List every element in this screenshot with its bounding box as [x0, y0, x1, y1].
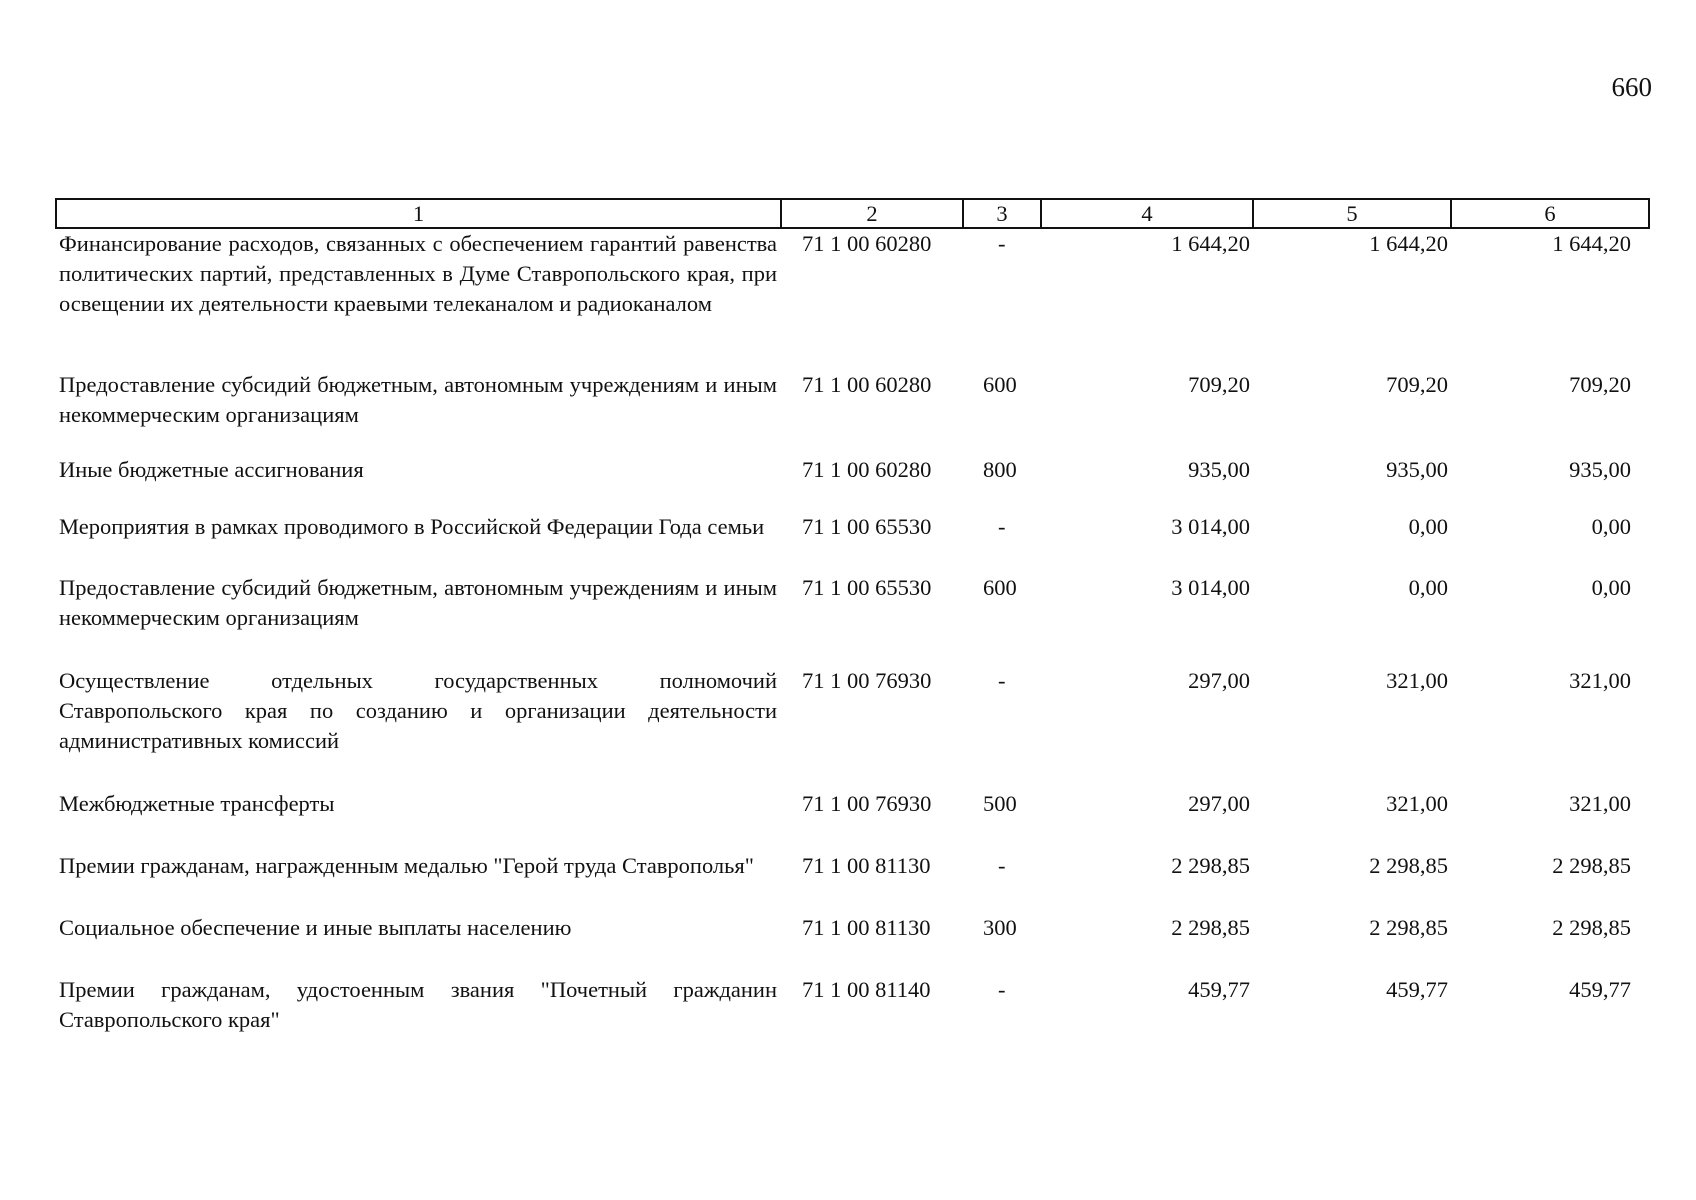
- column-header-5: 5: [1253, 199, 1451, 228]
- table-row: [56, 228, 1649, 370]
- row-value-3: 1 644,20: [1552, 231, 1631, 256]
- table-row: [56, 913, 1649, 975]
- row-name: Предоставление субсидий бюджетным, автономным учреждениям и иным некоммерческим организациям: [59, 372, 777, 427]
- row-value-1: 3 014,00: [1171, 575, 1250, 600]
- table-body: [56, 228, 1649, 1037]
- row-value-3: 0,00: [1591, 575, 1631, 600]
- row-value-2: 0,00: [1408, 575, 1448, 600]
- row-value-1: 2 298,85: [1171, 853, 1250, 878]
- table-row: [56, 512, 1649, 573]
- row-value-1: 1 644,20: [1171, 231, 1250, 256]
- row-code: 71 1 00 65530: [802, 575, 932, 600]
- row-name: Премии гражданам, удостоенным звания "Почетный гражданин Ставропольского края": [59, 977, 777, 1032]
- row-value-1: 2 298,85: [1171, 915, 1250, 940]
- row-code: 71 1 00 76930: [802, 791, 932, 816]
- row-name: Иные бюджетные ассигнования: [59, 457, 364, 482]
- column-header-1: 1: [56, 199, 781, 228]
- row-value-2: 709,20: [1386, 372, 1448, 397]
- header-row: [56, 199, 1649, 228]
- row-value-2: 0,00: [1408, 514, 1448, 539]
- table-row: [56, 573, 1649, 666]
- row-code: 71 1 00 60280: [802, 457, 932, 482]
- row-expense-type: -: [998, 231, 1006, 256]
- row-expense-type: 300: [983, 915, 1017, 940]
- table-row: [56, 851, 1649, 913]
- table-row: [56, 975, 1649, 1037]
- row-value-3: 459,77: [1569, 977, 1631, 1002]
- row-value-2: 321,00: [1386, 791, 1448, 816]
- column-header-6: 6: [1451, 199, 1649, 228]
- table-row: [56, 666, 1649, 789]
- row-name: Предоставление субсидий бюджетным, автономным учреждениям и иным некоммерческим организациям: [59, 575, 777, 630]
- column-header-2: 2: [781, 199, 963, 228]
- row-code: 71 1 00 76930: [802, 668, 932, 693]
- column-header-3: 3: [963, 199, 1041, 228]
- row-expense-type: 500: [983, 791, 1017, 816]
- row-value-1: 297,00: [1188, 791, 1250, 816]
- column-header-4: 4: [1041, 199, 1253, 228]
- row-code: 71 1 00 60280: [802, 372, 932, 397]
- row-expense-type: -: [998, 514, 1006, 539]
- row-expense-type: 800: [983, 457, 1017, 482]
- row-value-3: 321,00: [1569, 791, 1631, 816]
- row-code: 71 1 00 60280: [802, 231, 932, 256]
- row-value-2: 1 644,20: [1369, 231, 1448, 256]
- row-value-1: 3 014,00: [1171, 514, 1250, 539]
- row-value-3: 709,20: [1569, 372, 1631, 397]
- row-expense-type: -: [998, 977, 1006, 1002]
- row-code: 71 1 00 65530: [802, 514, 932, 539]
- page-number: 660: [1611, 72, 1652, 102]
- row-expense-type: -: [998, 668, 1006, 693]
- row-value-2: 935,00: [1386, 457, 1448, 482]
- row-value-3: 2 298,85: [1552, 853, 1631, 878]
- row-value-2: 2 298,85: [1369, 915, 1448, 940]
- row-name: Мероприятия в рамках проводимого в Российской Федерации Года семьи: [59, 514, 765, 539]
- row-code: 71 1 00 81130: [802, 853, 931, 878]
- row-name: Осуществление отдельных государственных полномочий Ставропольского края по созданию и организации деятельности административных комиссий: [59, 668, 777, 753]
- row-name: Социальное обеспечение и иные выплаты населению: [59, 915, 572, 940]
- table-header: [56, 199, 1649, 228]
- row-expense-type: -: [998, 853, 1006, 878]
- row-expense-type: 600: [983, 575, 1017, 600]
- row-code: 71 1 00 81130: [802, 915, 931, 940]
- row-value-1: 459,77: [1188, 977, 1250, 1002]
- row-value-1: 297,00: [1188, 668, 1250, 693]
- table-row: [56, 789, 1649, 851]
- row-value-3: 2 298,85: [1552, 915, 1631, 940]
- row-value-1: 935,00: [1188, 457, 1250, 482]
- row-name: Премии гражданам, награжденным медалью "Герой труда Ставрополья": [59, 853, 754, 878]
- table-row: [56, 455, 1649, 512]
- row-name: Финансирование расходов, связанных с обеспечением гарантий равенства политических партий, представленных в Думе Ставропольского края, при освещении их деятельности краевыми телеканалом и радиоканалом: [59, 231, 777, 316]
- row-value-2: 2 298,85: [1369, 853, 1448, 878]
- row-value-3: 935,00: [1569, 457, 1631, 482]
- row-expense-type: 600: [983, 372, 1017, 397]
- table-row: [56, 370, 1649, 455]
- row-value-3: 321,00: [1569, 668, 1631, 693]
- row-code: 71 1 00 81140: [802, 977, 931, 1002]
- row-value-3: 0,00: [1591, 514, 1631, 539]
- budget-table: [55, 198, 1650, 1037]
- row-name: Межбюджетные трансферты: [59, 791, 335, 816]
- row-value-2: 321,00: [1386, 668, 1448, 693]
- row-value-1: 709,20: [1188, 372, 1250, 397]
- row-value-2: 459,77: [1386, 977, 1448, 1002]
